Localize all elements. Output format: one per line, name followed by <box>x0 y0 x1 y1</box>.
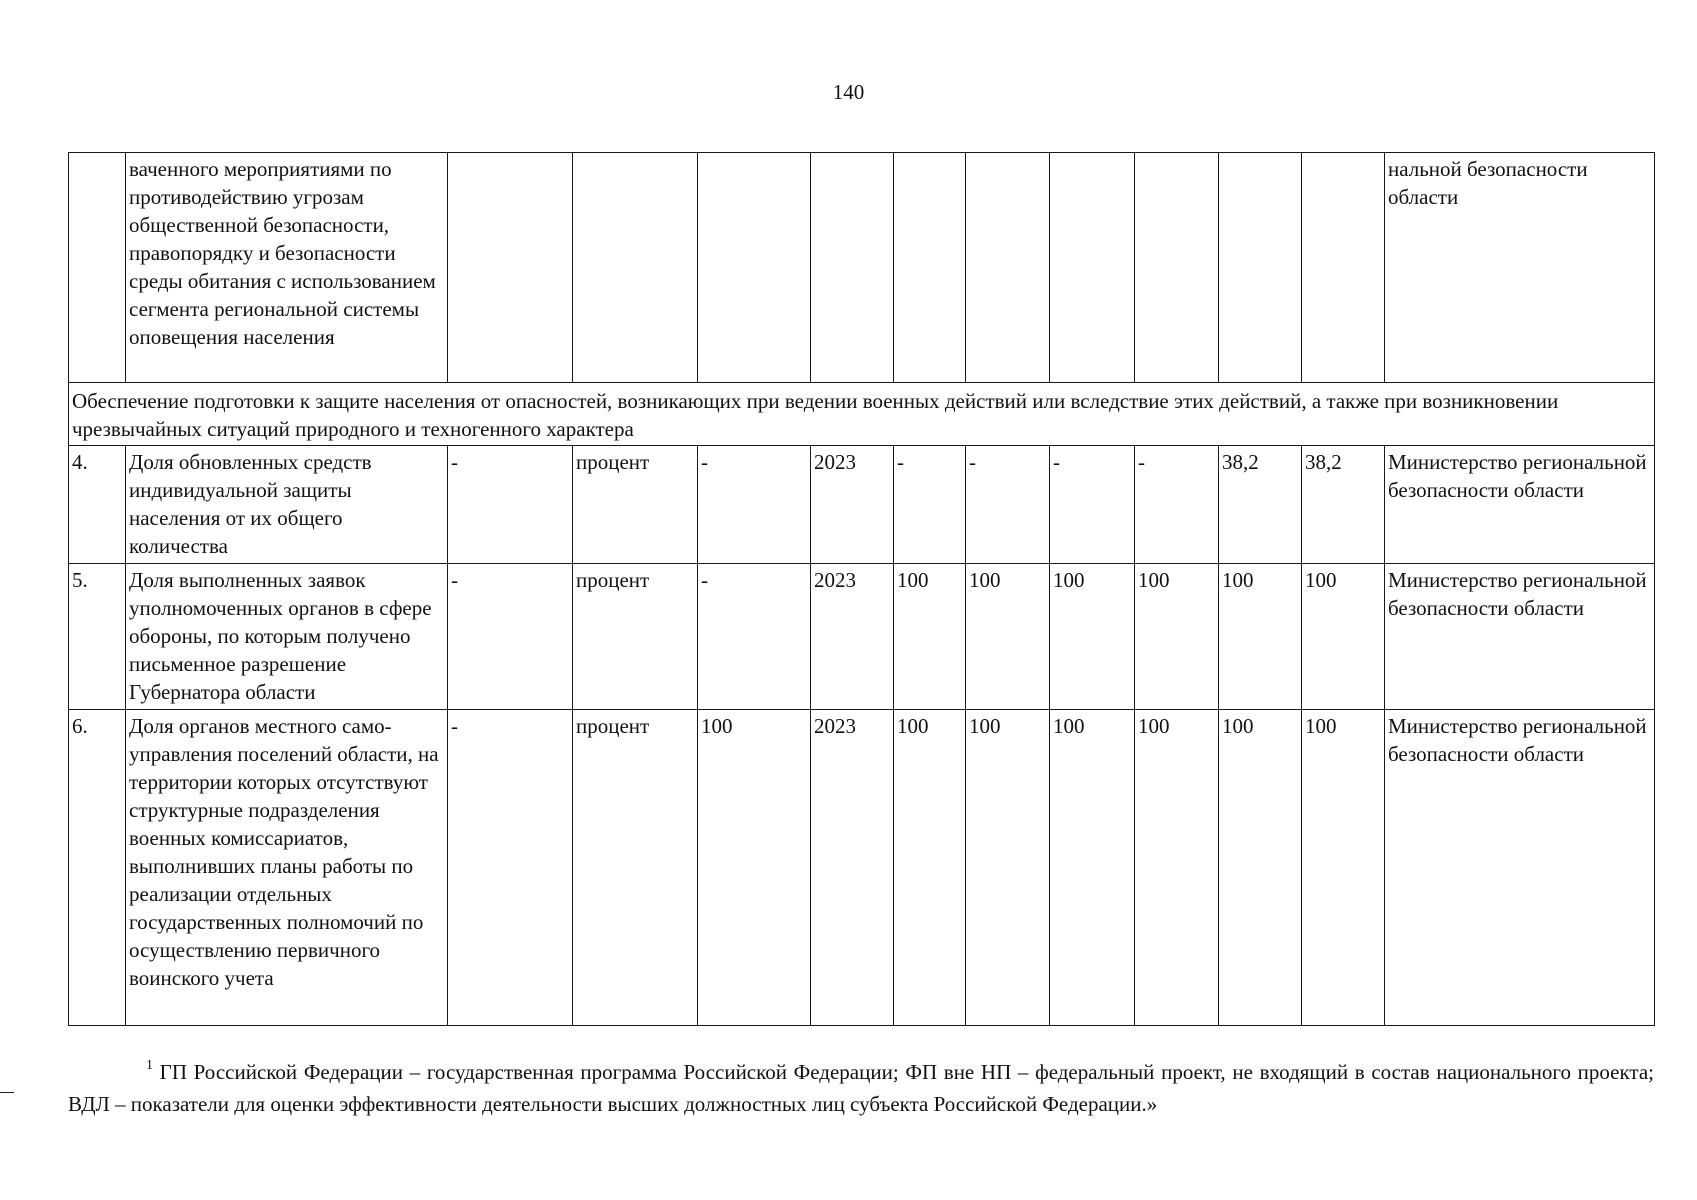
value-cell: 100 <box>1135 710 1219 1026</box>
unit-cell: процент <box>573 564 698 710</box>
value-cell: - <box>1050 446 1135 564</box>
value-cell: 100 <box>894 710 966 1026</box>
value-cell: 100 <box>894 564 966 710</box>
base-value-cell: - <box>698 446 811 564</box>
base-year-cell: 2023 <box>811 446 894 564</box>
level-cell <box>448 153 573 383</box>
value-cell: 100 <box>1219 564 1302 710</box>
base-value-cell <box>698 153 811 383</box>
value-cell: 100 <box>966 564 1050 710</box>
table-row <box>69 446 1655 564</box>
indicators-table <box>68 152 1655 1026</box>
row-number-cell: 5. <box>69 564 126 710</box>
table-row <box>69 564 1655 710</box>
unit-cell: процент <box>573 446 698 564</box>
responsible-cell: Министерство региональной безопасности области <box>1385 446 1655 564</box>
base-value-cell: - <box>698 564 811 710</box>
footnote-text: ГП Российской Федерации – государственная программа Российской Федерации; ФП вне НП – федеральный проект, не входящий в состав национального проекта; ВДЛ – показатели для оценки эффективности деятельности высших должностных лиц субъекта Российской Федерации.» <box>68 1060 1654 1116</box>
value-cell <box>1135 153 1219 383</box>
value-cell: - <box>894 446 966 564</box>
value-cell <box>1219 153 1302 383</box>
value-cell: 100 <box>966 710 1050 1026</box>
base-value-cell: 100 <box>698 710 811 1026</box>
margin-dash-mark <box>0 1092 14 1093</box>
value-cell: - <box>1135 446 1219 564</box>
indicator-name-cell: ваченного мероприятиями по противодействию угрозам общественной безопасности, правопорядку и безопасности среды обитания с использованием сегмента региональной системы оповещения населения <box>126 153 448 383</box>
responsible-cell: Министерство региональной безопасности области <box>1385 564 1655 710</box>
responsible-cell: Министерство региональной безопасности области <box>1385 710 1655 1026</box>
responsible-cell: нальной безопасности области <box>1385 153 1655 383</box>
row-number-cell: 6. <box>69 710 126 1026</box>
level-cell: - <box>448 710 573 1026</box>
value-cell <box>1302 153 1385 383</box>
value-cell: 100 <box>1302 710 1385 1026</box>
row-number-cell: 4. <box>69 446 126 564</box>
value-cell: 38,2 <box>1219 446 1302 564</box>
indicator-name-cell: Доля органов местного самоуправления поселений области, на территории которых отсутствуют структурные подразделения военных комиссариатов, выполнивших планы работы по реализации отдельных государственных полномочий по осуществлению первичного воинского учета <box>126 710 448 1026</box>
table-row <box>69 710 1655 1026</box>
value-cell: - <box>966 446 1050 564</box>
section-heading-row <box>69 383 1655 446</box>
value-cell: 100 <box>1050 564 1135 710</box>
section-heading: Обеспечение подготовки к защите населения от опасностей, возникающих при ведении военных действий или вследствие этих действий, а также при возникновении чрезвычайных ситуаций природного и техногенного характера <box>69 383 1655 446</box>
base-year-cell <box>811 153 894 383</box>
level-cell: - <box>448 446 573 564</box>
value-cell: 100 <box>1219 710 1302 1026</box>
base-year-cell: 2023 <box>811 710 894 1026</box>
indicator-name-cell: Доля обновленных средств индивидуальной защиты населения от их общего количества <box>126 446 448 564</box>
value-cell: 100 <box>1135 564 1219 710</box>
base-year-cell: 2023 <box>811 564 894 710</box>
level-cell: - <box>448 564 573 710</box>
value-cell <box>966 153 1050 383</box>
table-row <box>69 153 1655 383</box>
page-number: 140 <box>832 80 865 104</box>
unit-cell <box>573 153 698 383</box>
indicator-name-cell: Доля выполненных заявок уполномоченных органов в сфере обороны, по которым получено письменное разрешение Губернатора области <box>126 564 448 710</box>
value-cell <box>1050 153 1135 383</box>
value-cell: 100 <box>1050 710 1135 1026</box>
value-cell <box>894 153 966 383</box>
unit-cell: процент <box>573 710 698 1026</box>
row-number-cell <box>69 153 126 383</box>
footnote <box>68 1052 1654 1120</box>
value-cell: 38,2 <box>1302 446 1385 564</box>
value-cell: 100 <box>1302 564 1385 710</box>
footnote-marker: 1 <box>146 1058 153 1073</box>
